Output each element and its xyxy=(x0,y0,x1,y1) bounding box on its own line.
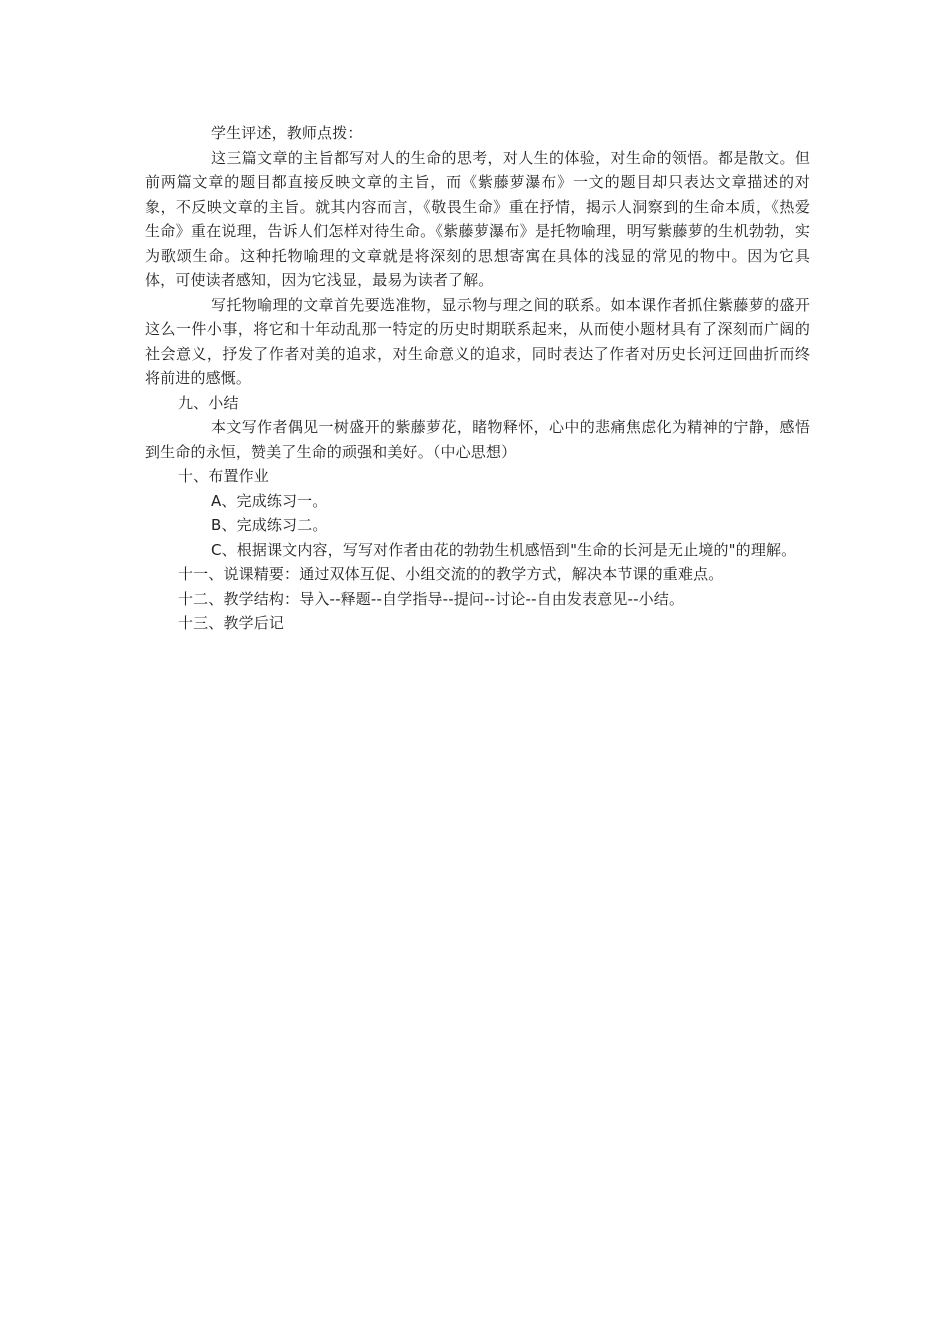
heading-teaching-notes: 十三、教学后记 xyxy=(178,614,285,632)
paragraph-summary: 本文写作者偶见一树盛开的紫藤萝花，睹物释怀，心中的悲痛焦虑化为精神的宁静，感悟到生命的永恒，赞美了生命的顽强和美好。（中心思想） xyxy=(145,418,810,461)
heading-homework: 十、布置作业 xyxy=(178,467,269,485)
homework-item-c: C、根据课文内容，写写对作者由花的勃勃生机感悟到"生命的长河是无止境的"的理解。 xyxy=(211,540,797,559)
paragraph-analysis-1: 这三篇文章的主旨都写对人的生命的思考，对人生的体验，对生命的领悟。都是散文。但前两篇文章的题目都直接反映文章的主旨，而《紫藤萝瀑布》一文的题目却只表达文章描述的对象，不反映文章的主旨。就其内容而言，《敬畏生命》重在抒情，揭示人洞察到的生命本质，《热爱生命》重在说理，告诉人们怎样对待生命。《紫藤萝瀑布》是托物喻理，明写紫藤萝的生机勃勃，实为歌颂生命。这种托物喻理的文章就是将深刻的思想寄寓在具体的浅显的常见的物中。因为它具体，可使读者感知，因为它浅显，最易为读者了解。 xyxy=(145,148,810,289)
document-body xyxy=(145,121,810,636)
paragraph-analysis-2: 写托物喻理的文章首先要选准物，显示物与理之间的联系。如本课作者抓住紫藤萝的盛开这么一件小事，将它和十年动乱那一特定的历史时期联系起来，从而使小题材具有了深刻而广阔的社会意义，抒发了作者对美的追求，对生命意义的追求，同时表达了作者对历史长河迂回曲折而终将前进的感慨。 xyxy=(145,295,810,387)
heading-summary: 九、小结 xyxy=(178,393,239,412)
homework-item-a: A、完成练习一。 xyxy=(211,491,328,510)
homework-item-b: B、完成练习二。 xyxy=(211,516,328,534)
paragraph-student-comment: 学生评述，教师点拨： xyxy=(211,124,363,142)
heading-teaching-structure: 十二、教学结构：导入--释题--自学指导--提问--讨论--自由发表意见--小结。 xyxy=(178,589,685,608)
heading-lecture-summary: 十一、说课精要：通过双体互促、小组交流的的教学方式，解决本节课的重难点。 xyxy=(178,565,724,583)
